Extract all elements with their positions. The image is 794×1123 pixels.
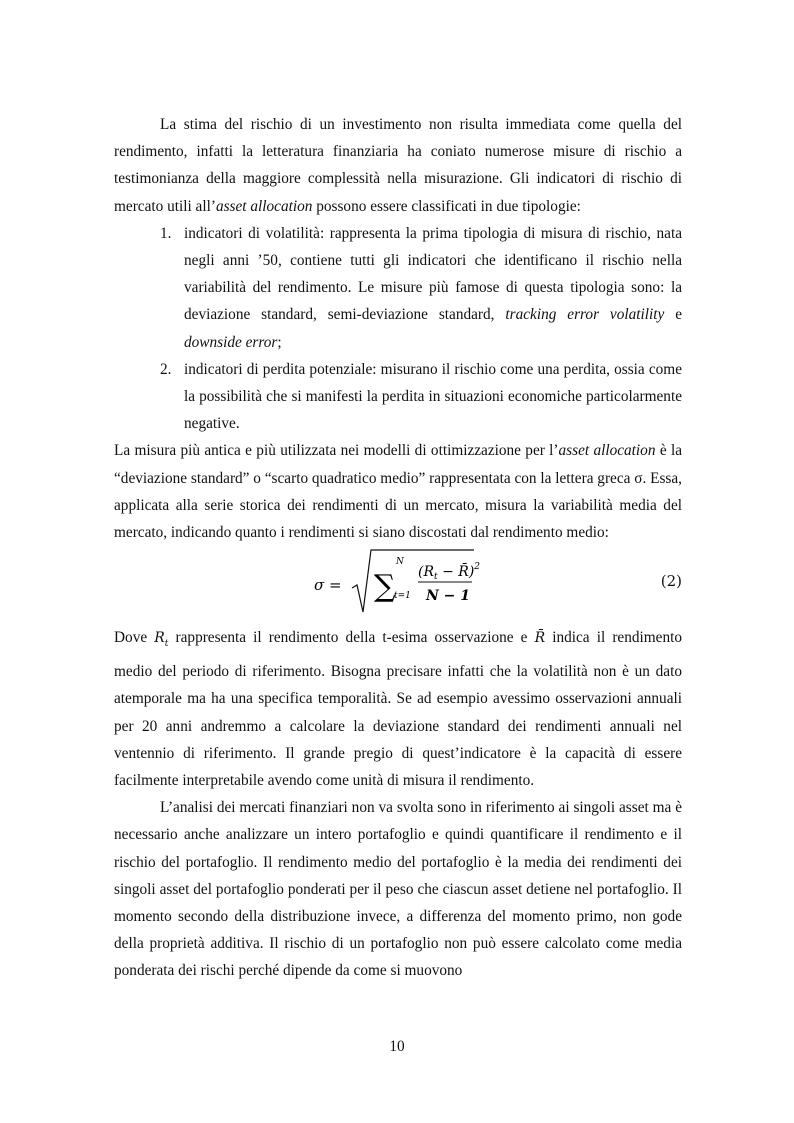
paragraph-volatility-explanation [114, 624, 682, 794]
equation-number: (2) [660, 572, 682, 591]
sum-lower-limit: t=1 [394, 591, 411, 602]
paragraph-risk-intro [114, 111, 682, 220]
symbol-rbar: R̄ [534, 630, 546, 647]
list-item-italic: tracking error volatility [505, 306, 665, 324]
symbol-r: R [154, 630, 165, 647]
paragraph3-a: Dove [114, 629, 155, 647]
paragraph2-end: è la “deviazione standard” o “scarto quadratico medio” rappresentata con la lettera greca σ. Essa, applicata alla serie storica dei rendimenti di un mercato, misura la variabilità media del mercato, indicando quanto i rendimenti si siano discostati dal rendimento medio: [114, 442, 683, 542]
paragraph1-italic: asset allocation [215, 197, 313, 215]
list-item-volatility [114, 220, 682, 356]
paragraph-portfolio: L’analisi dei mercati finanziari non va svolta sono in riferimento ai singoli asset ma è necessario anche analizzare un intero portafoglio e quindi quantificare il rendimento e il rischio del portafoglio. Il rendimento medio del portafoglio è la media dei rendimenti dei singoli asset del portafoglio ponderati per il peso che ciascun asset detiene nel portafoglio. Il momento secondo della distribuzione invece, a differenza del momento primo, non gode della proprietà additiva. Il rischio di un portafoglio non può essere calcolato come media ponderata dei rischi perché dipende da come si muovono [114, 799, 682, 980]
numerator-mid: − R̄) [437, 564, 475, 581]
equation-block [114, 548, 682, 620]
paragraph2-italic: asset allocation [558, 442, 656, 460]
risk-indicator-list [114, 220, 682, 438]
list-number: 2. [160, 360, 172, 378]
numerator-open: (R [418, 564, 435, 581]
list-item-text: indicatori di volatilità: rappresenta la prima tipologia di misura di rischio, nata negli anni ’50, contiene tutti gli indicatori che identificano il rischio nella variabilità del rendimento. Le misure più famose di questa tipologia sono: la deviazione standard, semi-deviazione standard, [184, 224, 682, 324]
paragraph1-text: La stima del rischio di un investimento non risulta immediata come quella del rendimento, infatti la letteratura finanziaria ha coniato numerose misure di rischio a testimonianza della maggiore complessità nella misurazione. Gli indicatori di rischio di mercato utili all’ [114, 116, 682, 215]
formula-lhs: σ = [314, 576, 342, 595]
paragraph-standard-deviation [114, 437, 682, 546]
standard-deviation-formula [314, 548, 514, 618]
paragraph1-end: possono essere classificati in due tipologie: [312, 197, 581, 215]
formula-numerator [418, 562, 480, 582]
summation-sign: ∑ [374, 569, 396, 605]
page-number: 10 [389, 1038, 405, 1055]
paragraph3-b: rappresenta il rendimento della t-esima osservazione e [168, 629, 535, 647]
symbol-subscript-t: t [164, 639, 169, 650]
paragraph2-start: La misura più antica e più utilizzata nei modelli di ottimizzazione per l’ [114, 442, 559, 460]
numerator-superscript: 2 [474, 562, 481, 573]
list-item-text: indicatori di perdita potenziale: misurano il rischio come una perdita, ossia come la possibilità che si manifesti la perdita in situazioni economiche particolarmente negative. [184, 360, 682, 433]
numerator-subscript: t [434, 572, 438, 583]
body-text [114, 111, 682, 985]
symbol-rt [154, 630, 169, 650]
sum-upper-limit: N [396, 557, 404, 568]
list-number: 1. [160, 224, 172, 242]
formula-denominator: N − 1 [426, 588, 471, 605]
list-item-italic: downside error [184, 333, 278, 351]
paragraph3-c: indica il rendimento medio del periodo di riferimento. Bisogna precisare infatti che la volatilità non è un dato atemporale ma ha una specifica temporalità. Se ad esempio avessimo osservazioni annuali per 20 anni andremmo a calcolare la deviazione standard dei rendimenti annuali nel ventennio di riferimento. Il grande pregio di quest’indicatore è la capacità di essere facilmente interpretabile avendo come unità di misura il rendimento. [114, 629, 682, 790]
list-item-potential-loss [114, 356, 682, 438]
list-item-mid: e [664, 306, 683, 324]
list-item-end: ; [277, 333, 282, 351]
